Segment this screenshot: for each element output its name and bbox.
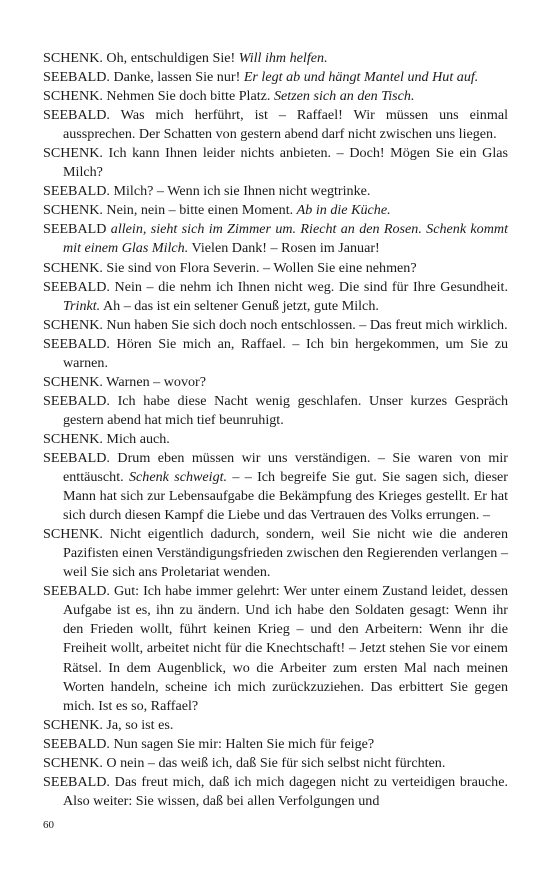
speech-text: SEEBALD. Nein – die nehm ich Ihnen nicht weg. Die sind für Ihre Gesundheit.	[43, 278, 508, 295]
dialogue-paragraph	[43, 430, 508, 449]
speech-text: Vielen Dank! – Rosen im Januar!	[188, 240, 380, 257]
dialogue-paragraph	[43, 735, 508, 754]
speech-text: – – Ich begreife Sie gut. Sie sagen sich, dieser Mann hat sich zur Lebensaufgabe die Bekämpfung des Krieges gestellt. Er hat sich durch diesen Kampf die Liebe und das Vertrauen des Volks errungen. –	[63, 469, 508, 524]
speech-text: SCHENK. Ich kann Ihnen leider nichts anbieten. – Doch! Mögen Sie ein Glas Milch?	[43, 145, 508, 181]
speech-text: SCHENK. Nicht eigentlich dadurch, sondern, weil Sie nicht wie die anderen Pazifisten einen Verständigungsfrieden zwischen den Regierenden verlangen – weil Sie sich ans Proletariat wenden.	[43, 526, 508, 581]
page-number: 60	[43, 819, 54, 831]
speech-text: SCHENK. Warnen – wovor?	[43, 373, 207, 390]
dialogue-paragraph	[43, 335, 508, 373]
speech-text: SCHENK. Oh, entschuldigen Sie!	[43, 50, 239, 66]
speech-text: SCHENK. O nein – das weiß ich, daß Sie für sich selbst nicht fürchten.	[43, 754, 446, 771]
speech-text: SEEBALD. Das freut mich, daß ich mich dagegen nicht zu verteidigen brauche. Also weiter: Sie wissen, daß bei allen Verfolgungen und	[43, 773, 508, 809]
dialogue-text	[43, 49, 508, 811]
stage-direction: Will ihm helfen.	[238, 50, 328, 66]
speech-text: SCHENK. Nun haben Sie sich doch noch entschlossen. – Das freut mich wirklich.	[43, 316, 508, 333]
dialogue-paragraph	[43, 449, 508, 525]
speech-text: SEEBALD. Milch? – Wenn ich sie Ihnen nicht wegtrinke.	[43, 183, 371, 200]
dialogue-paragraph	[43, 582, 508, 715]
stage-direction: Er legt ab und hängt Mantel und Hut auf.	[243, 69, 479, 86]
dialogue-paragraph	[43, 201, 508, 220]
stage-direction: Ab in die Küche.	[296, 202, 391, 219]
speech-text: SEEBALD. Drum eben müssen wir uns verständigen. – Sie waren von mir enttäuscht.	[43, 449, 508, 486]
speech-text: SCHENK. Mich auch.	[43, 430, 170, 447]
stage-direction: Trinkt.	[63, 297, 101, 314]
speech-text: SCHENK. Ja, so ist es.	[43, 716, 174, 733]
dialogue-paragraph	[43, 316, 508, 335]
dialogue-paragraph	[43, 373, 508, 392]
dialogue-paragraph	[43, 773, 508, 811]
speech-text: SEEBALD. Danke, lassen Sie nur!	[43, 69, 244, 86]
stage-direction: Schenk schweigt.	[128, 469, 228, 486]
speech-text: SCHENK. Nehmen Sie doch bitte Platz.	[43, 88, 274, 105]
dialogue-paragraph	[43, 182, 508, 201]
speech-text: SEEBALD	[43, 221, 111, 238]
dialogue-paragraph	[43, 106, 508, 144]
speech-text: Ah – das ist ein seltener Genuß jetzt, gute Milch.	[100, 297, 379, 314]
speech-text: SEEBALD. Ich habe diese Nacht wenig geschlafen. Unser kurzes Gespräch gestern abend hat mich tief beunruhigt.	[43, 392, 508, 428]
speech-text: SEEBALD. Was mich herführt, ist – Raffael! Wir müssen uns einmal aussprechen. Der Schatten von gestern abend darf nicht zwischen uns liegen.	[43, 107, 508, 143]
stage-direction: Setzen sich an den Tisch.	[273, 88, 415, 105]
dialogue-paragraph	[43, 392, 508, 430]
speech-text: SEEBALD. Gut: Ich habe immer gelehrt: Wer unter einem Zustand leidet, dessen Aufgabe ist es, ihn zu ändern. Und ich habe den Soldaten gesagt: Wenn ihr den Frieden wollt, führt keinen Krieg – und den Arbeitern: Wenn ihr die Freiheit wollt, arbeitet nicht für die Knechtschaft! – Jetzt stehen Sie vor einem Rätsel. In dem Augenblick, wo die Arbeiter zum ersten Mal nach meinen Worten handeln, scheine ich mich zurückzuziehen. Das erbittert Sie gegen mich. Ist es so, Raffael?	[43, 583, 508, 714]
dialogue-paragraph	[43, 259, 508, 278]
dialogue-paragraph	[43, 278, 508, 316]
dialogue-paragraph	[43, 220, 508, 258]
stage-direction: allein, sieht sich im Zimmer um. Riecht an den Rosen. Schenk kommt mit einem Glas Milch.	[63, 221, 508, 257]
speech-text: SCHENK. Sie sind von Flora Severin. – Wollen Sie eine nehmen?	[43, 259, 417, 276]
dialogue-paragraph	[43, 525, 508, 582]
dialogue-paragraph	[43, 754, 508, 773]
dialogue-paragraph	[43, 68, 508, 87]
dialogue-paragraph	[43, 716, 508, 735]
speech-text: SEEBALD. Hören Sie mich an, Raffael. – Ich bin hergekommen, um Sie zu warnen.	[43, 335, 508, 371]
dialogue-paragraph	[43, 49, 508, 68]
speech-text: SEEBALD. Nun sagen Sie mir: Halten Sie mich für feige?	[43, 735, 375, 752]
dialogue-paragraph	[43, 87, 508, 106]
speech-text: SCHENK. Nein, nein – bitte einen Moment.	[43, 202, 297, 219]
dialogue-paragraph	[43, 144, 508, 182]
